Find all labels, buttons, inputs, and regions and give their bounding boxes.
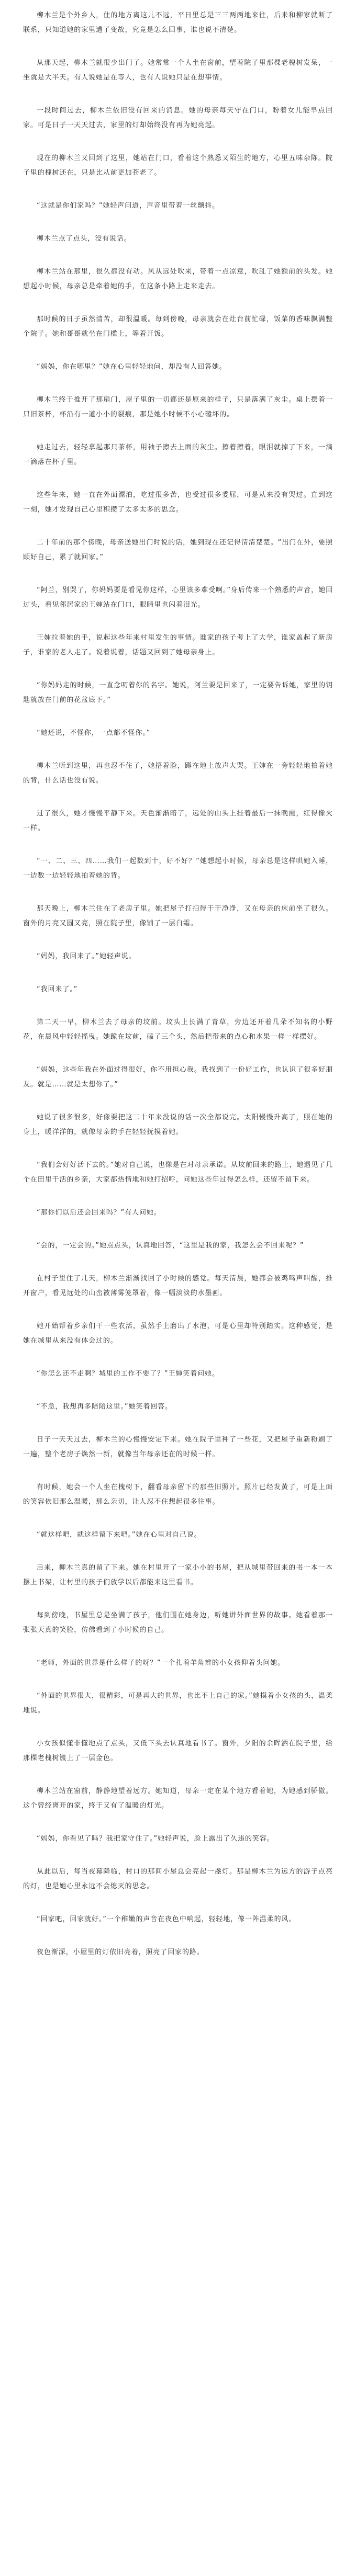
paragraph: “你妈妈走的时候，一直念叨着你的名字。她说，阿兰要是回来了，一定要告诉她，家里的钥匙就放在门前的花盆底下。”: [23, 682, 333, 704]
paragraph: “这就是你们家吗？”她轻声问道，声音里带着一丝颤抖。: [37, 202, 219, 210]
paragraph: 从此以后，每当夜幕降临，村口的那间小屋总会亮起一盏灯。那是柳木兰为远方的游子点亮的灯，也是她心里永远不会熄灭的思念。: [23, 1868, 333, 1890]
paragraph: “不急，我想再多陪陪这里。”她笑着回答。: [37, 1403, 172, 1411]
paragraph: 有时候，她会一个人坐在槐树下，翻看母亲留下的那些旧照片。照片已经发黄了，可是上面的笑容依旧那么温暖，那么亲切，让人忍不住想起很多往事。: [23, 1483, 333, 1506]
paragraph: “那你们以后还会回来吗？”有人问她。: [37, 1209, 161, 1217]
paragraph: 从那天起，柳木兰就很少出门了。她常常一个人坐在窗前，望着院子里那棵老槐树发呆，一坐就是大半天。有人说她是在等人，也有人说她只是在想事情。: [23, 59, 333, 82]
paragraph: 柳木兰点了点头，没有说话。: [37, 235, 131, 243]
paragraph: 一段时间过去，柳木兰依旧没有回来的消息。她的母亲每天守在门口，盼着女儿能早点回家。可是日子一天天过去，家里的灯却始终没有再为她亮起。: [23, 107, 333, 129]
paragraph: 现在的柳木兰又回到了这里，她站在门口，看着这个熟悉又陌生的地方，心里五味杂陈。院子里的槐树还在，只是比从前更加苍老了。: [23, 154, 333, 177]
paragraph: 小女孩似懂非懂地点了点头，又低下头去认真地看书了。窗外，夕阳的余晖洒在院子里，给那棵老槐树镀上了一层金色。: [23, 1740, 333, 1762]
paragraph: 她开始帮着乡亲们干一些农活，虽然手上磨出了水泡，可是心里却特别踏实。这种感觉，是她在城里从来没有体会过的。: [23, 1322, 333, 1345]
paragraph: 柳木兰听到这里，再也忍不住了，她捂着脸，蹲在地上放声大哭。王婶在一旁轻轻地拍着她的背，什么话也没有说。: [23, 762, 333, 785]
paragraph: 柳木兰是个外乡人，住的地方离这儿不远，平日里总是三三两两地来往，后来和柳家就断了联系，只知道她的家里遭了变故，究竟是怎么回事，谁也说不清楚。: [23, 12, 333, 34]
paragraph: “就这样吧，就这样留下来吧。”她在心里对自己说。: [37, 1531, 202, 1539]
paragraph: “一、二、三、四……我们一起数到十，好不好？”她想起小时候，母亲总是这样哄她入睡，一边数一边轻轻地拍着她的背。: [23, 857, 333, 880]
paragraph: 柳木兰站在窗前，静静地望着远方。她知道，母亲一定在某个地方看着她，为她感到骄傲。这个曾经离开的家，终于又有了温暖的灯光。: [23, 1787, 333, 1810]
paragraph: “我回来了。”: [37, 985, 78, 993]
paragraph: 柳木兰站在那里，很久都没有动。风从远处吹来，带着一点凉意，吹乱了她额前的头发。她想起小时候，母亲总是牵着她的手，在这条小路上走来走去。: [23, 268, 333, 290]
paragraph: “外面的世界很大，很精彩，可是再大的世界，也比不上自己的家。”她摸着小女孩的头，温柔地说。: [23, 1692, 333, 1715]
paragraph: 她说了很多很多，好像要把这二十年来没说的话一次全都说完。太阳慢慢升高了，照在她的身上，暖洋洋的，就像母亲的手在轻轻抚摸着她。: [23, 1114, 333, 1136]
paragraph: 过了很久，她才慢慢平静下来。天色渐渐暗了，远处的山头上挂着最后一抹晚霞，红得像火一样。: [23, 810, 333, 832]
paragraph: 第二天一早，柳木兰去了母亲的坟前。坟头上长满了青草，旁边还开着几朵不知名的小野花，在晨风中轻轻摇曳。她跪在坟前，磕了三个头，然后把带来的点心和水果一样一样摆好。: [23, 1018, 333, 1041]
paragraph: 二十年前的那个傍晚，母亲送她出门时说的话，她到现在还记得清清楚楚。“出门在外，要照顾好自己，累了就回家。”: [23, 539, 333, 561]
paragraph: 在村子里住了几天，柳木兰渐渐找回了小时候的感觉。每天清晨，她都会被鸡鸣声叫醒，推开窗户，看见远处的山峦被薄雾笼罩着，像一幅淡淡的水墨画。: [23, 1275, 333, 1297]
paragraph: 那天晚上，柳木兰住在了老房子里。她把屋子打扫得干干净净，又在母亲的床前坐了很久。窗外的月亮又圆又亮，照在院子里，像铺了一层白霜。: [23, 905, 333, 927]
paragraph: 后来，柳木兰真的留了下来。她在村里开了一家小小的书屋，把从城里带回来的书一本一本摆上书架，让村里的孩子们放学以后都能来这里看书。: [23, 1564, 333, 1586]
paragraph: “会的，一定会的。”她点点头，认真地回答，“这里是我的家，我怎么会不回来呢？”: [37, 1242, 304, 1250]
paragraph: “妈妈，你看见了吗？我把家守住了。”她轻声说，脸上露出了久违的笑容。: [37, 1835, 274, 1843]
paragraph: 每到傍晚，书屋里总是坐满了孩子，他们围在她身边，听她讲外面世界的故事。她看着那一张张天真的笑脸，仿佛看到了小时候的自己。: [23, 1612, 333, 1634]
paragraph: 那时候的日子虽然清苦，却很温暖。每到傍晚，母亲就会在灶台前忙碌，饭菜的香味飘满整个院子。她和哥哥就坐在门槛上，等着开饭。: [23, 315, 333, 338]
paragraph: 柳木兰终于推开了那扇门，屋子里的一切都还是原来的样子，只是落满了灰尘。桌上摆着一只旧茶杯，杯沿有一道小小的裂痕，那是她小时候不小心磕坏的。: [23, 396, 333, 418]
paragraph: 日子一天天过去，柳木兰的心慢慢安定下来。她在院子里种了一些花，又把屋子重新粉刷了一遍，整个老房子焕然一新，就像当年母亲还在的时候一样。: [23, 1436, 333, 1458]
paragraph: “老师，外面的世界是什么样子的呀？”一个扎着羊角辫的小女孩仰着头问她。: [37, 1659, 285, 1667]
paragraph: “妈妈，我回来了。”她轻声说。: [37, 952, 136, 960]
paragraph: 夜色渐深，小屋里的灯依旧亮着，照亮了回家的路。: [37, 1948, 204, 1956]
paragraph: “回家吧，回家就好。”一个稚嫩的声音在夜色中响起，轻轻地，像一阵温柔的风。: [37, 1915, 296, 1923]
paragraph: “阿兰，别哭了，你妈妈要是看见你这样，心里该多难受啊。”身后传来一个熟悉的声音，她回过头，看见邻居家的王婶站在门口，眼睛里也闪着泪光。: [23, 586, 333, 609]
paragraph: 这些年来，她一直在外面漂泊，吃过很多苦，也受过很多委屈，可是从来没有哭过。直到这一刻，她才发现自己心里积攒了太多太多的思念。: [23, 491, 333, 514]
paragraph: 王婶拉着她的手，说起这些年来村里发生的事情。谁家的孩子考上了大学，谁家盖起了新房子，谁家的老人走了。说着说着，话题又回到了她母亲身上。: [23, 634, 333, 656]
paragraph: “妈妈，你在哪里？”她在心里轻轻地问，却没有人回答她。: [37, 363, 227, 371]
paragraph: “她还说，不怪你，一点都不怪你。”: [37, 729, 151, 737]
paragraph: “妈妈，这些年我在外面过得很好，你不用担心我。我找到了一份好工作，也认识了很多好朋友。就是……就是太想你了。”: [23, 1066, 333, 1088]
paragraph: 她走过去，轻轻拿起那只茶杯，用袖子擦去上面的灰尘。擦着擦着，眼泪就掉了下来，一滴一滴落在杯子里。: [23, 444, 333, 466]
paragraph: “我们会好好活下去的。”她对自己说，也像是在对母亲承诺。从坟前回来的路上，她遇见了几个在田里干活的乡亲，大家都热情地和她打招呼，问她这些年过得怎么样，还留不留下来。: [23, 1161, 333, 1184]
paragraph: “你怎么还不走啊？城里的工作不要了？”王婶笑着问她。: [37, 1370, 219, 1378]
